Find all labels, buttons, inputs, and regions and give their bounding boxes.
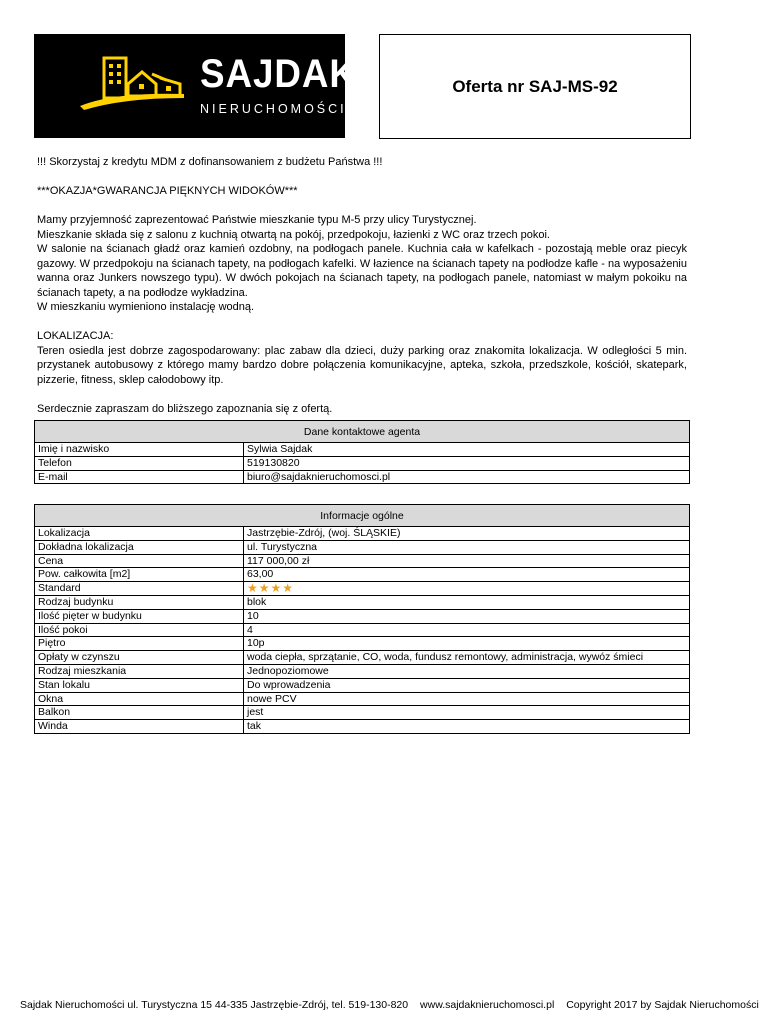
offer-description xyxy=(37,155,687,416)
company-logo xyxy=(34,34,357,138)
row-label: Rodzaj mieszkania xyxy=(35,664,244,678)
location-section xyxy=(37,329,687,387)
table-row xyxy=(35,720,690,734)
table-row xyxy=(35,595,690,609)
row-value: Do wprowadzenia xyxy=(244,678,690,692)
row-label: Ilość pięter w budynku xyxy=(35,609,244,623)
row-label: Pow. całkowita [m2] xyxy=(35,568,244,582)
location-text: Teren osiedla jest dobrze zagospodarowany: plac zabaw dla dzieci, duży parking oraz znakomita lokalizacja. W odległości 5 min. przystanek autobusowy z którego mamy bardzo dobre połączenia komunikacyjne, apteka, szkoła, przedszkole, kościół, skatepark, pizzerie, fitness, sklep całodobowy itp. xyxy=(37,344,687,386)
table-row xyxy=(35,456,690,470)
mdm-notice: !!! Skorzystaj z kredytu MDM z dofinansowaniem z budżetu Państwa !!! xyxy=(37,156,383,168)
apartment-description xyxy=(37,213,687,315)
table-row xyxy=(35,609,690,623)
row-label: Telefon xyxy=(35,456,244,470)
guarantee-notice: ***OKAZJA*GWARANCJA PIĘKNYCH WIDOKÓW*** xyxy=(37,185,298,197)
general-table-header: Informacje ogólne xyxy=(35,505,690,527)
star-icon: ★ xyxy=(282,580,294,595)
table-row xyxy=(35,443,690,457)
table-row xyxy=(35,540,690,554)
star-icon: ★ xyxy=(247,580,258,595)
row-value: nowe PCV xyxy=(244,692,690,706)
row-value: tak xyxy=(244,720,690,734)
footer-address: Sajdak Nieruchomości ul. Turystyczna 15 44-335 Jastrzębie-Zdrój, tel. 519-130-820 xyxy=(20,999,409,1011)
row-label: Opłaty w czynszu xyxy=(35,651,244,665)
row-label: Cena xyxy=(35,554,244,568)
table-row xyxy=(35,527,690,541)
row-value: Jednopoziomowe xyxy=(244,664,690,678)
page-footer xyxy=(20,999,759,1011)
table-row xyxy=(35,637,690,651)
closing-invitation: Serdecznie zapraszam do bliższego zapoznania się z ofertą. xyxy=(37,402,333,415)
star-icon: ★ xyxy=(258,580,270,595)
location-heading: LOKALIZACJA: xyxy=(37,330,114,342)
row-value: 10p xyxy=(244,637,690,651)
agent-email: biuro@sajdaknieruchomosci.pl xyxy=(244,470,690,484)
standard-rating xyxy=(244,582,690,596)
agent-table-header: Dane kontaktowe agenta xyxy=(35,421,690,443)
row-label: Ilość pokoi xyxy=(35,623,244,637)
description-line: Mamy przyjemność zaprezentować Państwie mieszkanie typu M-5 przy ulicy Turystycznej. xyxy=(37,214,477,226)
agent-contact-table xyxy=(34,420,690,484)
row-value: Jastrzębie-Zdrój, (woj. ŚLĄSKIE) xyxy=(244,527,690,541)
table-row xyxy=(35,664,690,678)
general-info-table xyxy=(34,504,690,734)
logo-subtitle: NIERUCHOMOŚCI xyxy=(200,102,347,116)
table-row xyxy=(35,554,690,568)
row-value: blok xyxy=(244,595,690,609)
star-icon: ★ xyxy=(270,580,282,595)
table-row xyxy=(35,568,690,582)
row-label: Balkon xyxy=(35,706,244,720)
row-value: 10 xyxy=(244,609,690,623)
row-label: Stan lokalu xyxy=(35,678,244,692)
description-line: W salonie na ścianach gładź oraz kamień ozdobny, na podłogach panele. Kuchnia cała w kafelkach - pozostają meble oraz piecyk gazowy. W przedpokoju na ścianach tapety, na podłogach kafelki. W łazience na ścianach tapety na podłodze kafle - na wyposażeniu wanna oraz Junkers nowszego typu). W dwóch pokojach na ścianach tapety, na podłogach panele, natomiast w małym pokoiku na ścianach tapety, a na podłodze wykładzina. xyxy=(37,243,687,299)
row-value: 4 xyxy=(244,623,690,637)
description-line: W mieszkaniu wymieniono instalację wodną. xyxy=(37,301,255,313)
row-label: Dokładna lokalizacja xyxy=(35,540,244,554)
table-row xyxy=(35,470,690,484)
description-line: Mieszkanie składa się z salonu z kuchnią otwartą na pokój, przedpokoju, łazienki z WC oraz trzech pokoi. xyxy=(37,228,550,241)
logo-title: SAJDAK xyxy=(200,52,357,96)
offer-title: Oferta nr SAJ-MS-92 xyxy=(452,76,618,96)
table-row xyxy=(35,582,690,596)
row-label: Imię i nazwisko xyxy=(35,443,244,457)
row-label: Piętro xyxy=(35,637,244,651)
row-label: Standard xyxy=(35,582,244,596)
agent-phone: 519130820 xyxy=(244,456,690,470)
row-label: Okna xyxy=(35,692,244,706)
rating-stars xyxy=(247,580,294,595)
row-value: 117 000,00 zł xyxy=(244,554,690,568)
table-row xyxy=(35,692,690,706)
agent-name: Sylwia Sajdak xyxy=(244,443,690,457)
table-row xyxy=(35,706,690,720)
table-row xyxy=(35,623,690,637)
footer-copyright: Copyright 2017 by Sajdak Nieruchomości xyxy=(566,999,759,1011)
row-value: jest xyxy=(244,706,690,720)
row-label: Winda xyxy=(35,720,244,734)
row-label: E-mail xyxy=(35,470,244,484)
row-value: woda ciepła, sprzątanie, CO, woda, fundusz remontowy, administracja, wywóz śmieci xyxy=(244,651,690,665)
offer-box xyxy=(379,34,691,139)
table-row xyxy=(35,678,690,692)
row-label: Rodzaj budynku xyxy=(35,595,244,609)
row-value: ul. Turystyczna xyxy=(244,540,690,554)
row-label: Lokalizacja xyxy=(35,527,244,541)
table-row xyxy=(35,651,690,665)
footer-website[interactable]: www.sajdaknieruchomosci.pl xyxy=(420,999,555,1011)
row-value: 63,00 xyxy=(244,568,690,582)
